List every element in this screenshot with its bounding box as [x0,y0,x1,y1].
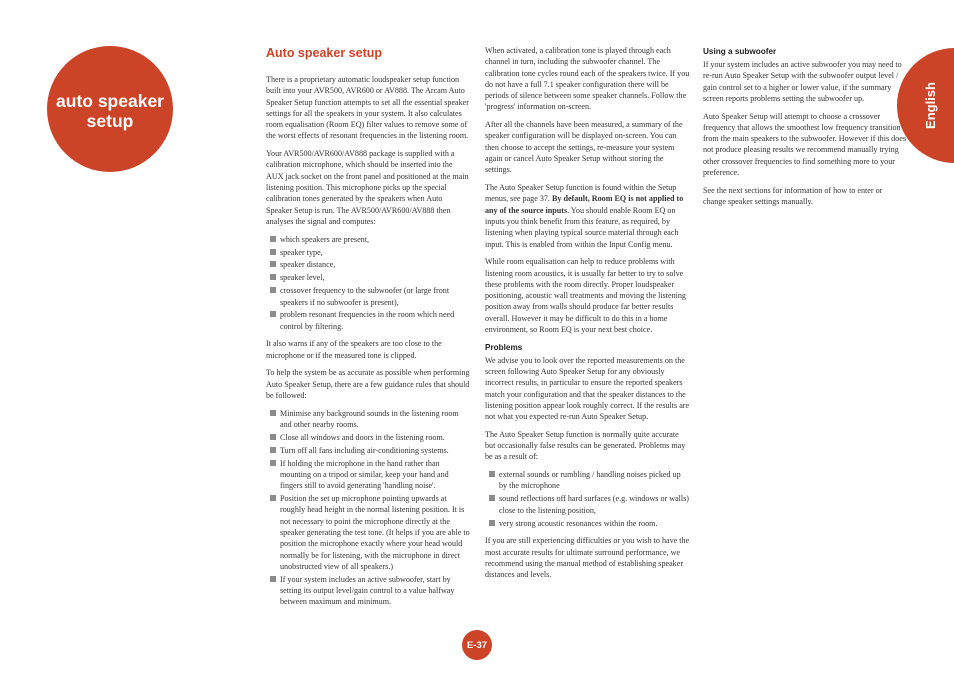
bullet-icon [270,495,276,501]
bullet-icon [270,311,276,317]
list-item: speaker distance, [266,259,470,270]
list-item: Position the set up microphone pointing upwards at roughly head height in the normal listening position. It is not necessary to point the microphone directly at the speaker generating the test tone. (It helps if you are able to position the microphone exactly where your head would normally be for listening, with the microphone in direct unobstructed view of all speakers.) [266,493,470,572]
guidance-paragraph: To help the system be as accurate as possible when performing Auto Speaker Setup, there are a few guidance rules that should be followed: [266,368,470,400]
list-item: Turn off all fans including air-conditioning systems. [266,445,470,456]
bullet-icon [270,410,276,416]
bullet-icon [489,471,495,477]
problems-paragraph: We advise you to look over the reported measurements on the screen following Auto Speaker Setup for any obviously incorrect results, in particular to ensure the reported speakers match your configuration and that the speaker distances to the listening position appear look roughly correct. If the results are not what you expected re-run Auto Speaker Setup. [485,355,690,422]
summary-paragraph: After all the channels have been measured, a summary of the speaker configuration will be displayed on-screen. You can then choose to accept the settings, re-measure your system again or cancel Auto Speaker Setup without storing the settings. [485,120,683,175]
list-item: If holding the microphone in the hand rather than mounting on a tripod or similar, keep your hand and fingers still to avoid generating 'handling noise'. [266,458,470,492]
room-eq-default-note: By default, Room EQ is not applied to any of the source inputs [485,194,684,215]
room-eq-paragraph: The Auto Speaker Setup function is found within the Setup menus, see page 37. By default, Room EQ is not applied to any of the source inputs. You should enable Room EQ on inputs you think benefit from this feature, as required, by listening when playing typical source material through each input. This is enabled from within the Input Config menu. [485,183,684,249]
column-2 [485,45,690,587]
next-sections-paragraph: See the next sections for information of how to enter or change speaker settings manually. [703,185,883,207]
problems-list [485,469,690,529]
section-heading: Auto speaker setup [266,46,383,60]
warning-paragraph: It also warns if any of the speakers are too close to the microphone or if the measured tone is clipped. [266,339,442,360]
list-item: If your system includes an active subwoofer, start by setting its output level/gain control to a value halfway between maximum and minimum. [266,574,470,608]
bullet-icon [270,261,276,267]
accuracy-paragraph: The Auto Speaker Setup function is normally quite accurate but occasionally false results can be generated. Problems may be as a result of: [485,429,686,462]
intro-paragraph: There is a proprietary automatic loudspeaker setup function built into your AVR500, AVR600 or AV888. The Arcam Auto Speaker Setup function attempts to set all the essential speaker settings for all the speakers in your system. It also calculates room equalisation (Room EQ) filter values to remove some of the worst effects of resonant frequencies in the listening room. [266,75,469,141]
bullet-icon [270,249,276,255]
list-item: Minimise any background sounds in the listening room and other nearby rooms. [266,408,470,431]
list-item: crossover frequency to the subwoofer (or large front speakers if no subwoofer is present), [266,285,470,308]
list-item: speaker level, [266,272,470,283]
bullet-icon [270,434,276,440]
list-item: problem resonant frequencies in the room which need control by filtering. [266,309,470,332]
page-number: E-37 [462,630,492,660]
computed-list [266,234,470,332]
bullet-icon [270,287,276,293]
crossover-paragraph: Auto Speaker Setup will attempt to choose a crossover frequency that allows the smoothest low frequency transition from the main speakers to the subwoofer. However if this does not produce pleasing results we recommend manually trying other crossover frequencies to find something more to your preference. [703,111,906,178]
column-1 [266,46,470,614]
chapter-title: auto speaker setup [56,91,164,131]
bullet-icon [270,460,276,466]
list-item: sound reflections off hard surfaces (e.g. windows or walls) close to the listening position, [485,493,690,516]
guidance-list [266,408,470,608]
list-item: very strong acoustic resonances within the room. [485,518,690,529]
bullet-icon [270,576,276,582]
subwoofer-paragraph: If your system includes an active subwoofer you may need to re-run Auto Speaker Setup with the subwoofer output level / gain control set to a higher or lower value, if the summary screen reports problems setting the subwoofer up. [703,60,902,103]
column-3 [703,46,907,214]
language-tab [906,60,954,150]
list-item: which speakers are present, [266,234,470,245]
problems-heading: Problems [485,342,523,352]
chapter-title-badge [47,46,173,172]
list-item: external sounds or rumbling / handling noises picked up by the microphone [485,469,690,492]
acoustics-paragraph: While room equalisation can help to reduce problems with listening room acoustics, it is usually far better to try to solve these problems with the room directly. Proper loudspeaker positioning, acoustic wall treatments and moving the listening position away from walls should produce far better results overall. However it may be difficult to do this in a home environment, so Room EQ is your next best choice. [485,257,686,334]
bullet-icon [270,236,276,242]
language-tab-label: English [922,81,938,129]
bullet-icon [270,447,276,453]
bullet-icon [489,520,495,526]
bullet-icon [489,495,495,501]
manual-method-paragraph: If you are still experiencing difficulties or you wish to have the most accurate results for ultimate surround performance, we recommend using the manual method of establishing speaker distances and levels. [485,536,690,580]
calibration-paragraph: When activated, a calibration tone is played through each channel in turn, including the subwoofer channel. The calibration tone cycles round each of the speakers twice. If you do not have a full 7.1 speaker configuration there will be periods of silence between some speaker channels. Follow the 'progress' information on-screen. [485,46,690,112]
list-item: Close all windows and doors in the listening room. [266,432,470,443]
subwoofer-heading: Using a subwoofer [703,47,777,56]
microphone-paragraph: Your AVR500/AVR600/AV888 package is supplied with a calibration microphone, which should be inserted into the AUX jack socket on the front panel and positioned at the main listening position. This microphone picks up the special calibration tones generated by the speakers when Auto Speaker Setup is run. The AVR500/AVR600/AV888 then analyses the signal and computes: [266,149,469,226]
list-item: speaker type, [266,247,470,258]
bullet-icon [270,274,276,280]
